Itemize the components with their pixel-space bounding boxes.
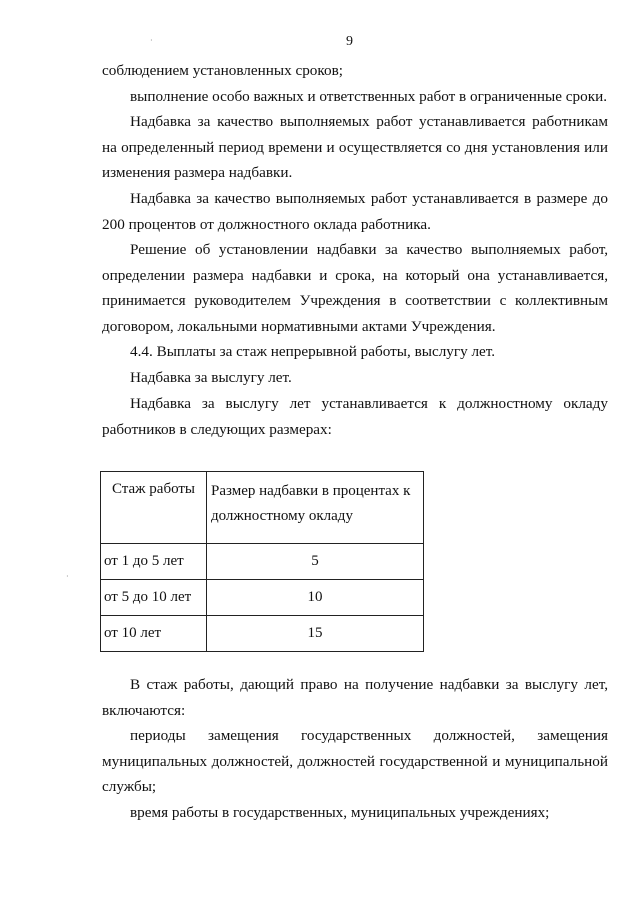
- paragraph-important-work: выполнение особо важных и ответственных работ в ограниченные сроки.: [130, 88, 608, 105]
- paragraph-quality-bonus-period: Надбавка за качество выполняемых работ устанавливается работникам на определенный период времени и осуществляется со дня установления или изменения размера надбавки.: [102, 113, 608, 181]
- header-bonus-percent: Размер надбавки в процентах к должностному окладу: [207, 472, 424, 544]
- table-row: [101, 616, 424, 652]
- paragraph-experience-includes: В стаж работы, дающий право на получение надбавки за выслугу лет, включаются:: [102, 676, 608, 719]
- cell-experience: от 1 до 5 лет: [101, 544, 207, 580]
- section-heading-4-4: 4.4. Выплаты за стаж непрерывной работы, выслугу лет.: [130, 343, 496, 360]
- paragraph-work-time: время работы в государственных, муниципальных учреждениях;: [130, 804, 550, 821]
- cell-experience: от 5 до 10 лет: [101, 580, 207, 616]
- page-number: 9: [346, 34, 353, 49]
- seniority-bonus-table: [100, 471, 424, 652]
- paragraph-continuation: соблюдением установленных сроков;: [102, 62, 343, 79]
- table-row: [101, 580, 424, 616]
- paragraph-seniority-sizes: Надбавка за выслугу лет устанавливается к должностному окладу работников в следующих размерах:: [102, 395, 608, 438]
- cell-experience: от 10 лет: [101, 616, 207, 652]
- cell-percent: 10: [207, 580, 424, 616]
- table-header-row: [101, 472, 424, 544]
- scan-speck: ·: [150, 36, 153, 45]
- subheading-seniority-bonus: Надбавка за выслугу лет.: [130, 369, 292, 386]
- paragraph-quality-bonus-amount: Надбавка за качество выполняемых работ устанавливается в размере до 200 процентов от должностного оклада работника.: [102, 190, 608, 233]
- header-experience: Стаж работы: [101, 472, 207, 544]
- cell-percent: 15: [207, 616, 424, 652]
- paragraph-bonus-decision: Решение об установлении надбавки за качество выполняемых работ, определении размера надбавки и срока, на который она устанавливается, принимается руководителем Учреждения в соответствии с коллективным договором, локальными нормативными актами Учреждения.: [102, 241, 608, 335]
- scan-speck: ·: [66, 572, 69, 581]
- paragraph-periods-of-service: периоды замещения государственных должностей, замещения муниципальных должностей, должностей государственной и муниципальной службы;: [102, 727, 608, 795]
- cell-percent: 5: [207, 544, 424, 580]
- table-row: [101, 544, 424, 580]
